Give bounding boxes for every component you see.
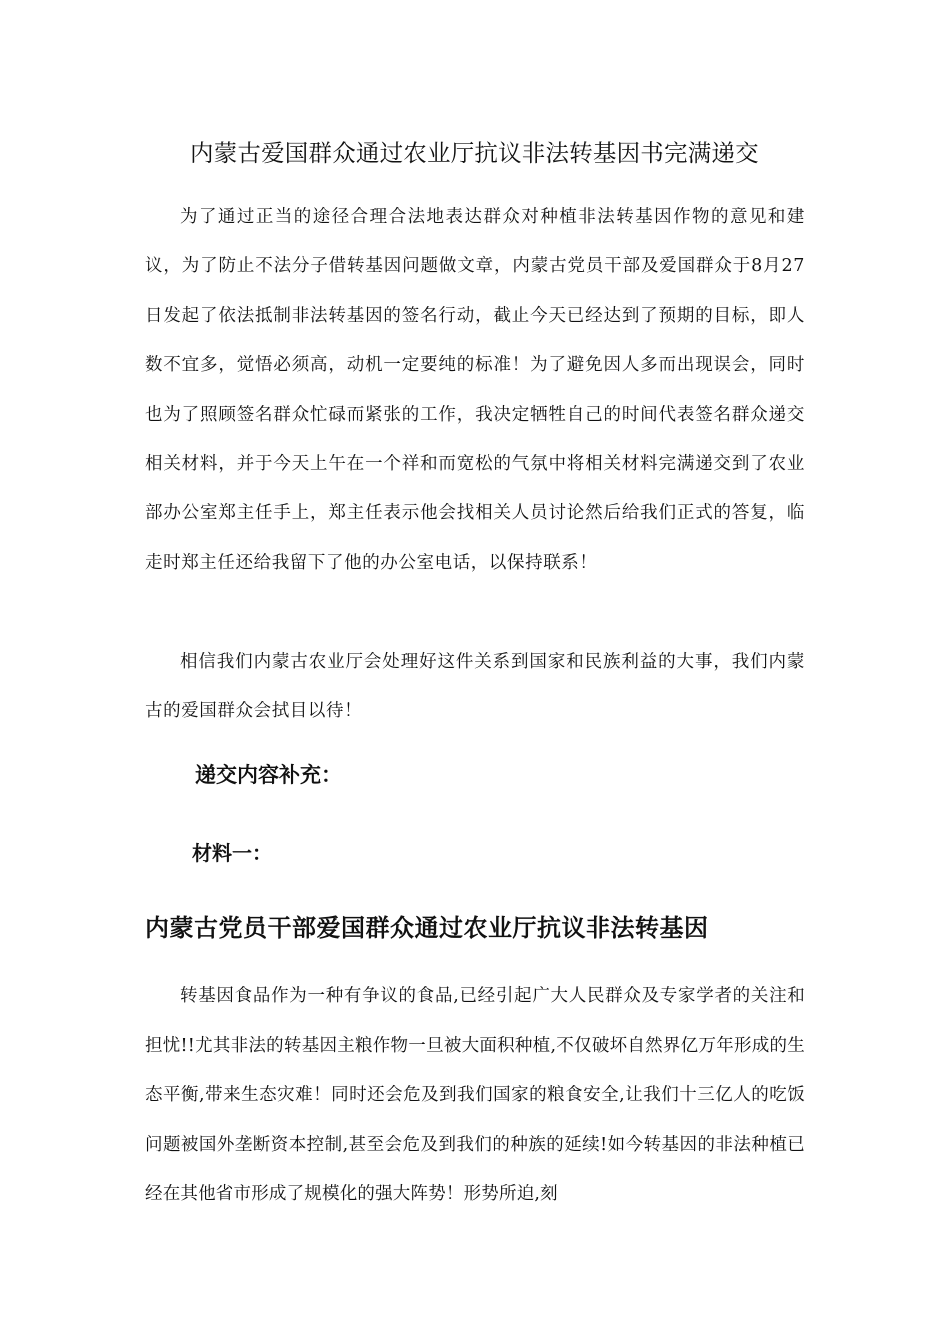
document-title: 内蒙古爱国群众通过农业厅抗议非法转基因书完满递交 (190, 139, 759, 167)
material-heading: 材料一： (192, 841, 272, 865)
article-paragraph: 转基因食品作为一种有争议的食品,已经引起广大人民群众及专家学者的关注和担忧!!尤其非法的转基因主粮作物一旦被大面积种植,不仅破坏自然界亿万年形成的生态平衡,带来生态灾难！同时还会危及到我们国家的粮食安全,让我们十三亿人的吃饭问题被国外垄断资本控制,甚至会危及到我们的种族的延续!如今转基因的非法种植已经在其他省市形成了规模化的强大阵势！形势所迫,刻 (145, 986, 805, 1204)
body-paragraph-1: 为了通过正当的途径合理合法地表达群众对种植非法转基因作物的意见和建议，为了防止不法分子借转基因问题做文章，内蒙古党员干部及爱国群众于8月27日发起了依法抵制非法转基因的签名行动，截止今天已经达到了预期的目标，即人数不宜多，觉悟必须高，动机一定要纯的标准！为了避免因人多而出现误会，同时也为了照顾签名群众忙碌而紧张的工作，我决定牺牲自己的时间代表签名群众递交相关材料，并于今天上午在一个祥和而宽松的气氛中将相关材料完满递交到了农业部办公室郑主任手上，郑主任表示他会找相关人员讨论然后给我们正式的答复，临走时郑主任还给我留下了他的办公室电话，以保持联系！ (145, 207, 805, 573)
body-paragraph-2: 相信我们内蒙古农业厅会处理好这件关系到国家和民族利益的大事，我们内蒙古的爱国群众会拭目以待！ (145, 652, 805, 722)
supplement-heading: 递交内容补充： (195, 763, 342, 787)
article-heading: 内蒙古党员干部爱国群众通过农业厅抗议非法转基因 (145, 914, 709, 942)
